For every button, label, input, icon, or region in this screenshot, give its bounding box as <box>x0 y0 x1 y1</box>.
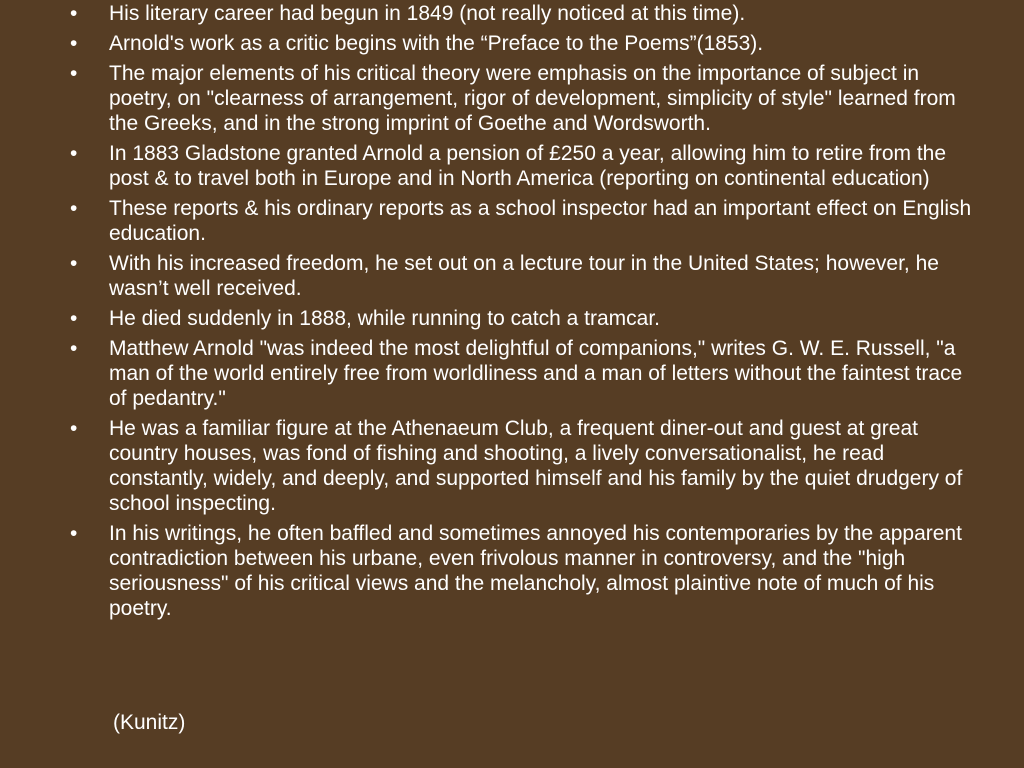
bullet-item <box>70 416 980 516</box>
bullet-list <box>70 1 980 626</box>
bullet-item <box>70 306 980 331</box>
bullet-dot: • <box>70 142 78 165</box>
bullet-dot: • <box>70 417 78 440</box>
bullet-item <box>70 521 980 621</box>
bullet-text: In 1883 Gladstone granted Arnold a pension of £250 a year, allowing him to retire from the post & to travel both in Europe and in North America (reporting on continental education) <box>109 142 947 190</box>
bullet-text: In his writings, he often baffled and sometimes annoyed his contemporaries by the apparent contradiction between his urbane, even frivolous manner in controversy, and the "high seriousness" of his critical views and the melancholy, almost plaintive note of much of his poetry. <box>109 522 962 620</box>
bullet-dot: • <box>70 307 78 330</box>
bullet-dot: • <box>70 2 78 25</box>
bullet-item <box>70 251 980 301</box>
bullet-text: The major elements of his critical theory were emphasis on the importance of subject in poetry, on "clearness of arrangement, rigor of development, simplicity of style" learned from the Greeks, and in the strong imprint of Goethe and Wordsworth. <box>109 62 956 135</box>
bullet-dot: • <box>70 62 78 85</box>
bullet-text: His literary career had begun in 1849 (not really noticed at this time). <box>109 2 746 25</box>
bullet-text: Matthew Arnold "was indeed the most delightful of companions," writes G. W. E. Russell, "a man of the world entirely free from worldliness and a man of letters without the faintest trace of pedantry." <box>109 337 963 410</box>
bullet-dot: • <box>70 197 78 220</box>
bullet-dot: • <box>70 522 78 545</box>
bullet-dot: • <box>70 32 78 55</box>
bullet-text: With his increased freedom, he set out on a lecture tour in the United States; however, he wasn’t well received. <box>109 252 939 300</box>
bullet-item <box>70 1 980 26</box>
bullet-item <box>70 196 980 246</box>
bullet-text: He died suddenly in 1888, while running to catch a tramcar. <box>109 307 660 330</box>
bullet-text: These reports & his ordinary reports as a school inspector had an important effect on English education. <box>109 197 972 245</box>
bullet-item <box>70 31 980 56</box>
bullet-item <box>70 336 980 411</box>
bullet-text: He was a familiar figure at the Athenaeum Club, a frequent diner-out and guest at great country houses, was fond of fishing and shooting, a lively conversationalist, he read constantly, widely, and deeply, and supported himself and his family by the quiet drudgery of school inspecting. <box>109 417 963 515</box>
bullet-text: Arnold's work as a critic begins with the “Preface to the Poems”(1853). <box>109 32 764 55</box>
bullet-item <box>70 141 980 191</box>
bullet-item <box>70 61 980 136</box>
bullet-dot: • <box>70 337 78 360</box>
bullet-dot: • <box>70 252 78 275</box>
citation: (Kunitz) <box>113 711 186 734</box>
